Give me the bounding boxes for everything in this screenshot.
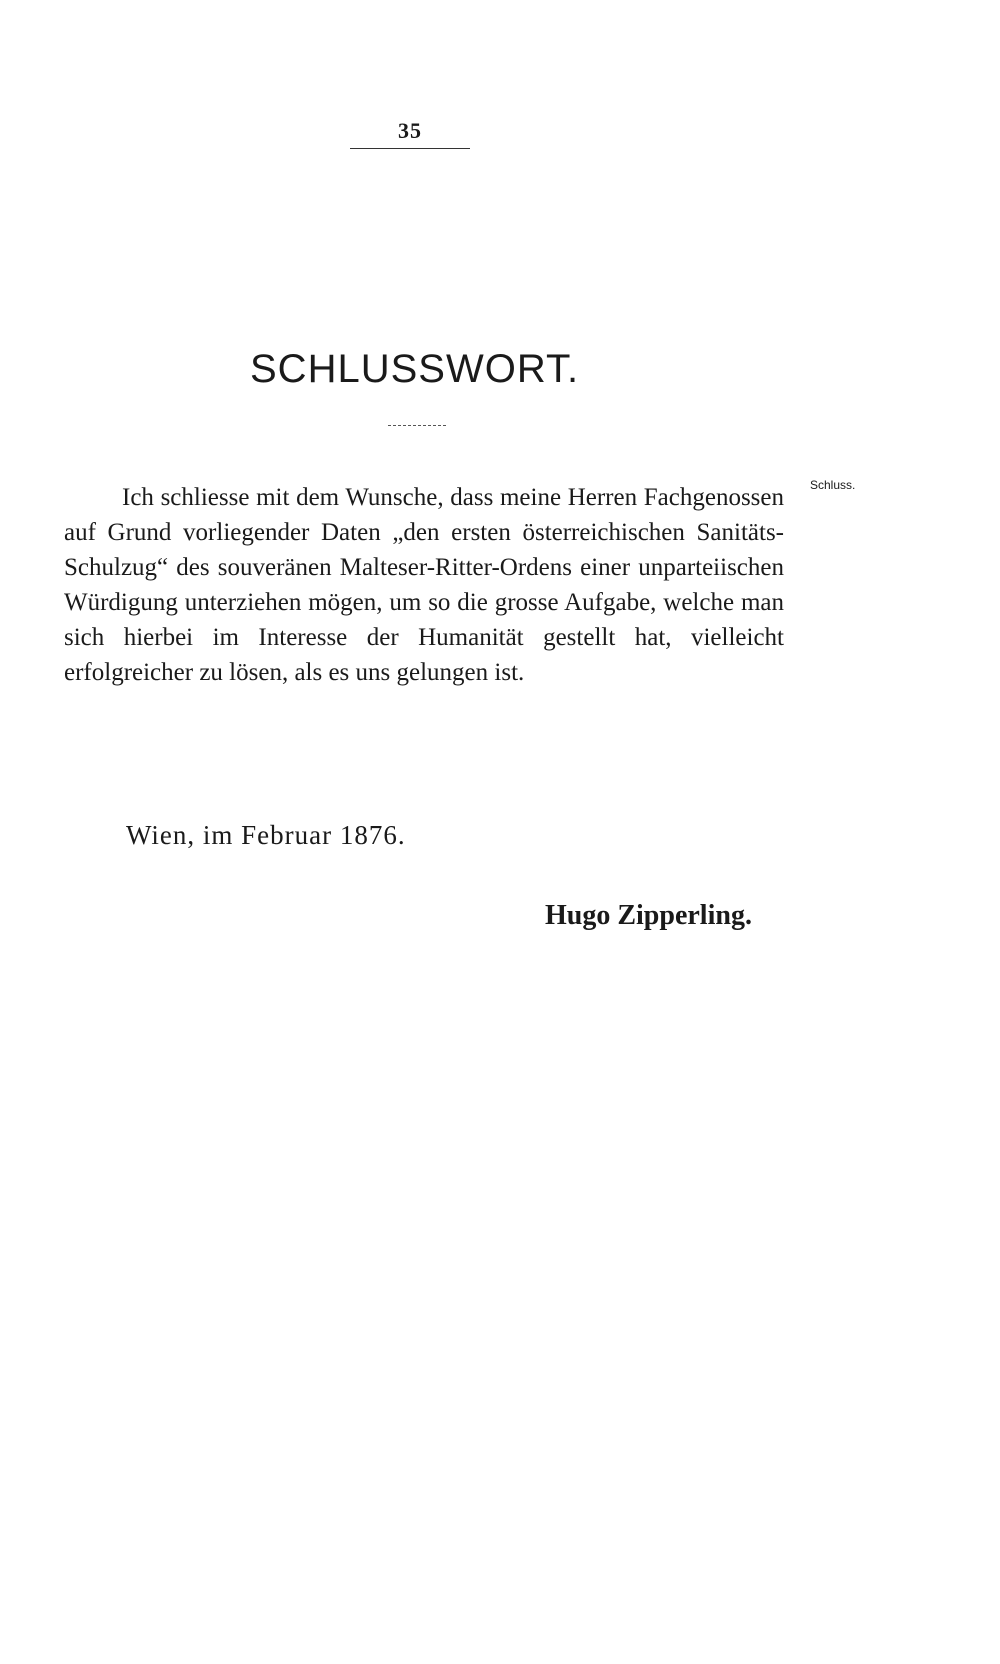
signature: Hugo Zipperling. bbox=[545, 900, 752, 931]
place-date: Wien, im Februar 1876. bbox=[126, 820, 406, 850]
page-number: 35 bbox=[398, 118, 422, 143]
margin-note: Schluss. bbox=[810, 478, 856, 492]
header-rule bbox=[350, 148, 470, 149]
page-title: SCHLUSSWORT. bbox=[250, 346, 580, 391]
title-rule bbox=[388, 425, 446, 426]
body-paragraph: Ich schliesse mit dem Wunsche, dass meine Herren Fachgenossen auf Grund vorliegender Daten „den ersten österreichischen Sanitäts-Schulzug“ des souveränen Malteser-Ritter-Ordens einer unparteiischen Würdigung unterziehen mögen, um so die grosse Aufgabe, welche man sich hierbei im Interesse der Humanität gestellt hat, vielleicht erfolgreicher zu lösen, als es uns gelungen ist. bbox=[64, 484, 784, 686]
